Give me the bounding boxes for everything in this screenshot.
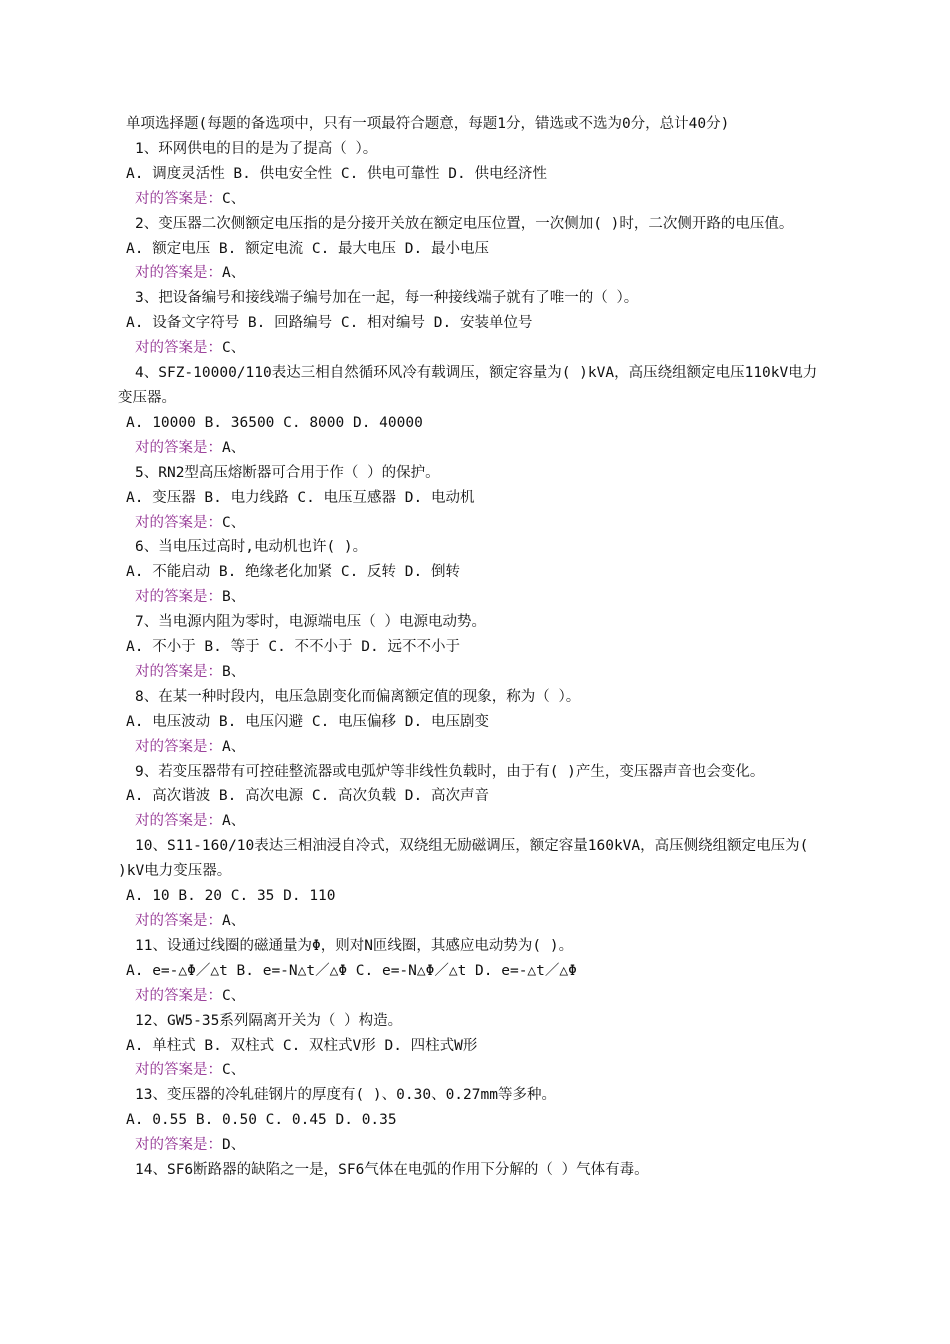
section-header: 单项选择题(每题的备选项中，只有一项最符合题意，每题1分，错选或不选为0分，总计40分) [126,116,730,132]
answer-value: A、 [222,439,246,456]
question-text: 5、RN2型高压熔断器可合用于作（ ）的保护。 [135,464,440,481]
question-options: A. 设备文字符号 B. 回路编号 C. 相对编号 D. 安装单位号 [126,315,533,332]
answer-value: A、 [222,813,246,830]
answer-value: C、 [222,190,246,207]
answer-label: 对的答案是： [135,813,222,830]
question-text: 2、变压器二次侧额定电压指的是分接开关放在额定电压位置，一次侧加( )时，二次侧开路的电压值。 [135,215,794,232]
answer-value: D、 [222,1137,246,1154]
answer-line [118,909,830,934]
answer-value: A、 [222,738,246,755]
question-options: A. 10 B. 20 C. 35 D. 110 [126,888,336,905]
answer-line [118,1133,830,1158]
answer-label: 对的答案是： [135,439,222,456]
question-options: A. 0.55 B. 0.50 C. 0.45 D. 0.35 [126,1112,397,1129]
answer-line [118,735,830,760]
answer-line [118,261,830,286]
question-options: A. 单柱式 B. 双柱式 C. 双柱式V形 D. 四柱式W形 [126,1037,478,1054]
answer-line [118,511,830,536]
answer-label: 对的答案是： [135,913,222,929]
question-text: 6、当电压过高时,电动机也许( )。 [135,539,368,556]
answer-label: 对的答案是： [135,1137,222,1154]
answer-value: C、 [222,514,246,531]
question-text: 9、若变压器带有可控硅整流器或电弧炉等非线性负载时，由于有( )产生，变压器声音也会变化。 [135,763,765,780]
answer-label: 对的答案是： [135,190,222,207]
question-options: A. 不能启动 B. 绝缘老化加紧 C. 反转 D. 倒转 [126,564,460,581]
question-text: 10、S11-160/10表达三相油浸自冷式，双绕组无励磁调压，额定容量160kVA，高压侧绕组额定电压为( )kV电力变压器。 [118,838,818,880]
answer-label: 对的答案是： [135,987,222,1004]
answer-value: C、 [222,1062,246,1079]
question-text: 14、SF6断路器的缺陷之一是，SF6气体在电弧的作用下分解的（ ）气体有毒。 [135,1162,649,1179]
question-options: A. 不小于 B. 等于 C. 不不小于 D. 远不不小于 [126,639,460,656]
question-text: 12、GW5-35系列隔离开关为（ ）构造。 [135,1012,403,1029]
answer-label: 对的答案是： [135,738,222,755]
answer-value: C、 [222,340,246,357]
question-options: A. 10000 B. 36500 C. 8000 D. 40000 [126,414,423,431]
question-options: A. 调度灵活性 B. 供电安全性 C. 供电可靠性 D. 供电经济性 [126,165,547,182]
answer-line [118,660,830,685]
question-text: 1、环网供电的目的是为了提高（ ）。 [135,140,378,157]
question-text: 11、设通过线圈的磁通量为Φ，则对N匝线圈，其感应电动势为( )。 [135,937,574,954]
question-options: A. 电压波动 B. 电压闪避 C. 电压偏移 D. 电压剧变 [126,713,489,730]
question-text: 3、把设备编号和接线端子编号加在一起，每一种接线端子就有了唯一的（ ）。 [135,290,639,307]
question-text: 4、SFZ-10000/110表达三相自然循环风冷有载调压，额定容量为( )kVA，高压绕组额定电压110kV电力变压器。 [118,365,818,406]
question-options: A. 变压器 B. 电力线路 C. 电压互感器 D. 电动机 [126,489,475,506]
answer-value: B、 [222,589,246,606]
answer-value: C、 [222,987,246,1004]
answer-line [118,1058,830,1083]
answer-line [118,187,830,212]
answer-line [118,984,830,1009]
question-options: A. e=-△Φ／△t B. e=-N△t／△Φ C. e=-N△Φ／△t D. e=-△t／△Φ [126,962,577,979]
answer-label: 对的答案是： [135,589,222,606]
answer-label: 对的答案是： [135,663,222,680]
question-list [118,112,830,1183]
question-text: 7、当电源内阻为零时，电源端电压（ ）电源电动势。 [135,614,486,631]
question-options: A. 额定电压 B. 额定电流 C. 最大电压 D. 最小电压 [126,240,489,257]
question-options: A. 高次谐波 B. 高次电源 C. 高次负载 D. 高次声音 [126,788,489,805]
answer-line [118,436,830,461]
answer-line [118,336,830,361]
answer-value: A、 [222,265,246,282]
answer-label: 对的答案是： [135,265,222,282]
answer-label: 对的答案是： [135,1062,222,1079]
answer-line [118,585,830,610]
question-text: 13、变压器的冷轧硅钢片的厚度有( )、0.30、0.27mm等多种。 [135,1087,556,1104]
question-text: 8、在某一种时段内，电压急剧变化而偏离额定值的现象，称为（ ）。 [135,688,581,705]
answer-value: A、 [222,913,246,929]
answer-label: 对的答案是： [135,340,222,357]
answer-label: 对的答案是： [135,514,222,531]
answer-value: B、 [222,663,246,680]
answer-line [118,809,830,834]
